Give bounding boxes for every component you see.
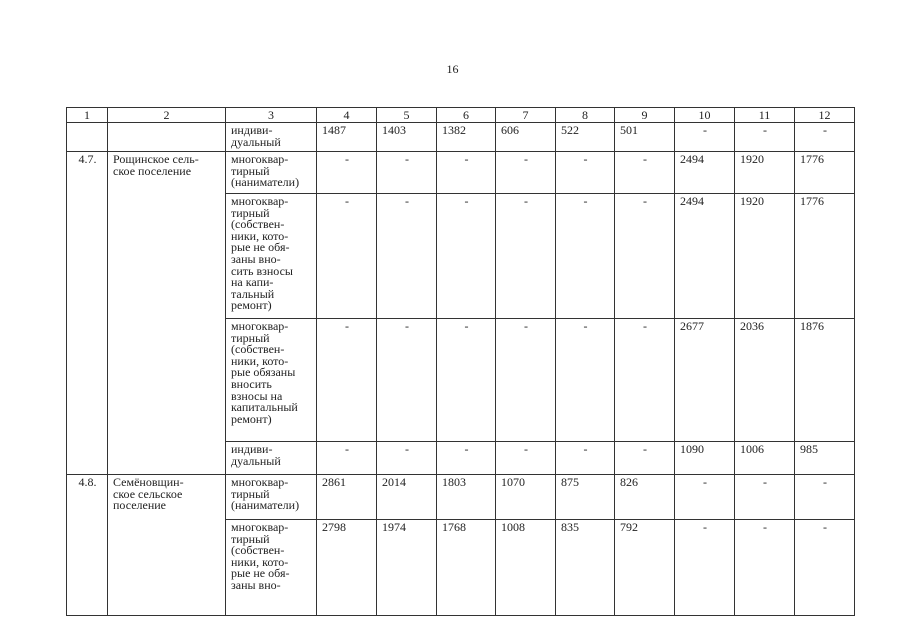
value-cell: 2677 xyxy=(675,319,735,442)
header-cell: 6 xyxy=(437,108,496,123)
header-cell: 12 xyxy=(795,108,855,123)
value-cell: 1403 xyxy=(377,123,437,152)
value-cell: - xyxy=(735,475,795,520)
header-cell: 4 xyxy=(317,108,377,123)
value-cell: 1876 xyxy=(795,319,855,442)
value-cell: - xyxy=(496,152,556,194)
value-cell: - xyxy=(317,319,377,442)
value-cell: 1803 xyxy=(437,475,496,520)
value-cell: - xyxy=(496,442,556,475)
housing-type-cell: индиви- дуальный xyxy=(226,123,317,152)
header-cell: 11 xyxy=(735,108,795,123)
value-cell: 1920 xyxy=(735,194,795,319)
value-cell: 835 xyxy=(556,520,615,616)
value-cell: - xyxy=(795,520,855,616)
settlement-name: Рощинское сель- ское поселение xyxy=(108,152,226,475)
value-cell: - xyxy=(496,194,556,319)
value-cell: 1776 xyxy=(795,152,855,194)
value-cell: 985 xyxy=(795,442,855,475)
value-cell: - xyxy=(735,123,795,152)
value-cell: 606 xyxy=(496,123,556,152)
value-cell: - xyxy=(317,194,377,319)
header-cell: 5 xyxy=(377,108,437,123)
header-cell: 1 xyxy=(67,108,108,123)
value-cell: 1776 xyxy=(795,194,855,319)
settlement-name: Семёновщин- ское сельское поселение xyxy=(108,475,226,616)
value-cell: - xyxy=(556,319,615,442)
value-cell: - xyxy=(675,520,735,616)
value-cell: 1070 xyxy=(496,475,556,520)
value-cell: - xyxy=(317,152,377,194)
value-cell: 1920 xyxy=(735,152,795,194)
value-cell: 1008 xyxy=(496,520,556,616)
value-cell: 1768 xyxy=(437,520,496,616)
section-number: 4.7. xyxy=(67,152,108,475)
value-cell: - xyxy=(675,123,735,152)
value-cell: 1090 xyxy=(675,442,735,475)
value-cell: - xyxy=(377,319,437,442)
value-cell: - xyxy=(377,152,437,194)
housing-type-cell: многоквар- тирный (собствен- ники, кото- рые обязаны вносить взносы на капитальный ремонт) xyxy=(226,319,317,442)
value-cell: - xyxy=(675,475,735,520)
value-cell: 875 xyxy=(556,475,615,520)
value-cell: 1006 xyxy=(735,442,795,475)
value-cell: - xyxy=(437,152,496,194)
header-cell: 2 xyxy=(108,108,226,123)
table-row xyxy=(67,152,855,194)
value-cell: - xyxy=(437,194,496,319)
row-number-cell xyxy=(67,123,108,152)
header-cell: 10 xyxy=(675,108,735,123)
housing-type-cell: многоквар- тирный (наниматели) xyxy=(226,152,317,194)
value-cell: - xyxy=(556,194,615,319)
value-cell: - xyxy=(615,152,675,194)
housing-type-cell: многоквар- тирный (собствен- ники, кото- рые не обя- заны вно- сить взносы на капи- тальный ремонт) xyxy=(226,194,317,319)
table-row xyxy=(67,475,855,520)
housing-type-cell: многоквар- тирный (собствен- ники, кото- рые не обя- заны вно- xyxy=(226,520,317,616)
page-number: 16 xyxy=(446,62,459,76)
value-cell: 792 xyxy=(615,520,675,616)
value-cell: - xyxy=(735,520,795,616)
section-number: 4.8. xyxy=(67,475,108,616)
table-row xyxy=(67,123,855,152)
value-cell: 2798 xyxy=(317,520,377,616)
value-cell: 1487 xyxy=(317,123,377,152)
housing-type-cell: индиви- дуальный xyxy=(226,442,317,475)
value-cell: 2494 xyxy=(675,152,735,194)
value-cell: - xyxy=(615,442,675,475)
header-cell: 9 xyxy=(615,108,675,123)
value-cell: - xyxy=(377,194,437,319)
value-cell: - xyxy=(615,194,675,319)
header-cell: 8 xyxy=(556,108,615,123)
value-cell: 501 xyxy=(615,123,675,152)
header-row xyxy=(67,108,855,123)
value-cell: - xyxy=(795,475,855,520)
value-cell: - xyxy=(556,152,615,194)
value-cell: 1974 xyxy=(377,520,437,616)
value-cell: - xyxy=(496,319,556,442)
value-cell: - xyxy=(615,319,675,442)
housing-type-cell: многоквар- тирный (наниматели) xyxy=(226,475,317,520)
value-cell: 1382 xyxy=(437,123,496,152)
header-cell: 3 xyxy=(226,108,317,123)
value-cell: 2014 xyxy=(377,475,437,520)
value-cell: 826 xyxy=(615,475,675,520)
header-cell: 7 xyxy=(496,108,556,123)
value-cell: - xyxy=(317,442,377,475)
value-cell: - xyxy=(437,442,496,475)
value-cell: 2861 xyxy=(317,475,377,520)
value-cell: - xyxy=(437,319,496,442)
tariff-table xyxy=(66,107,855,616)
value-cell: 522 xyxy=(556,123,615,152)
value-cell: - xyxy=(556,442,615,475)
settlement-cell xyxy=(108,123,226,152)
value-cell: 2494 xyxy=(675,194,735,319)
value-cell: - xyxy=(795,123,855,152)
value-cell: - xyxy=(377,442,437,475)
value-cell: 2036 xyxy=(735,319,795,442)
